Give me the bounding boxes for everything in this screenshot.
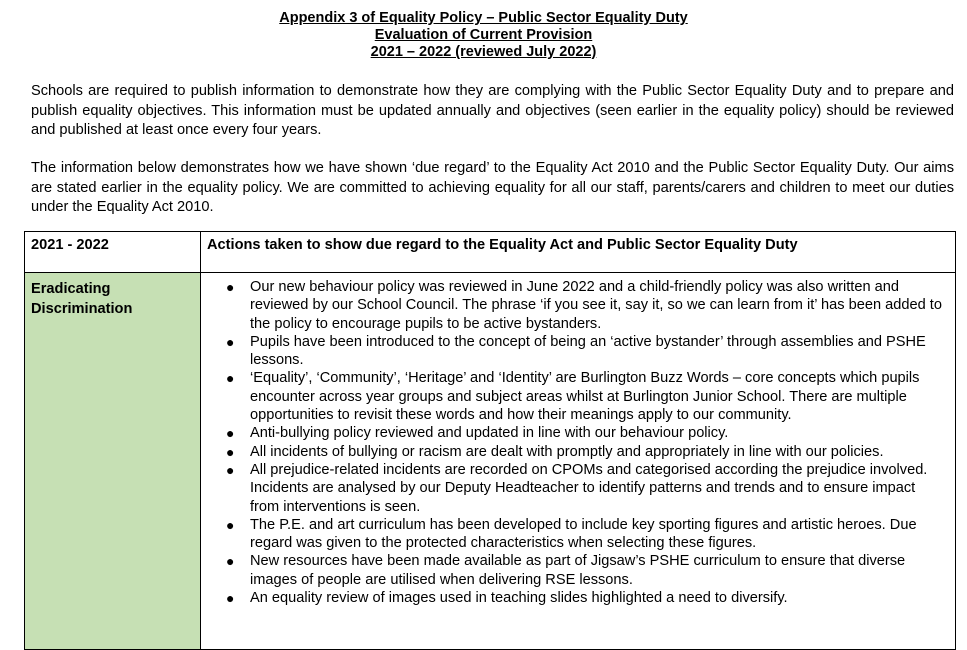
bullet-icon: ●: [226, 333, 235, 350]
bullet-icon: ●: [226, 461, 235, 478]
row-label-line-1: Eradicating: [31, 281, 111, 297]
list-item: [226, 333, 947, 370]
header-actions-cell: [201, 232, 956, 273]
list-item: [226, 516, 947, 553]
header-actions: Actions taken to show due regard to the Equality Act and Public Sector Equality Duty: [207, 237, 798, 253]
table-header-row: [25, 232, 956, 273]
bullet-icon: ●: [226, 443, 235, 460]
bullet-icon: ●: [226, 279, 235, 295]
list-item: [226, 589, 947, 607]
list-item-text: Our new behaviour policy was reviewed in June 2022 and a child-friendly policy was also written and reviewed by our School Council. The phrase ‘if you see it, say it, so we can learn from it’ has been added to the policy to encourage pupils to be active bystanders.: [250, 279, 942, 332]
heading-subtitle: Evaluation of Current Provision: [374, 27, 593, 43]
heading-period: 2021 – 2022 (reviewed July 2022): [370, 44, 597, 60]
list-item-text: The P.E. and art curriculum has been developed to include key sporting figures and artistic heroes. Due regard was given to the protected characteristics when selecting these figures.: [250, 516, 917, 552]
list-item: [226, 424, 947, 442]
list-item: [226, 278, 947, 333]
header-year-cell: [25, 232, 201, 273]
list-item-text: All prejudice-related incidents are recorded on CPOMs and categorised according the prejudice involved. Incidents are analysed by our Deputy Headteacher to identify patterns and trends and to ensure impact from interventions is seen.: [250, 461, 928, 515]
list-item: [226, 443, 947, 461]
bullet-icon: ●: [226, 516, 235, 533]
list-item-text: Anti-bullying policy reviewed and updated in line with our behaviour policy.: [250, 425, 729, 442]
intro-paragraph-1: Schools are required to publish information to demonstrate how they are complying with the Public Sector Equality Duty and to prepare and publish equality objectives. This information must be updated annually and objectives (seen earlier in the equality policy) should be reviewed and published at least once every four years.: [31, 83, 954, 138]
list-item-text: New resources have been made available as part of Jigsaw’s PSHE curriculum to ensure that diverse images of people are utilised when delivering RSE lessons.: [250, 553, 906, 588]
heading-title: Appendix 3 of Equality Policy – Public Sector Equality Duty: [279, 10, 688, 26]
list-item-text: All incidents of bullying or racism are dealt with promptly and appropriately in line with our policies.: [250, 443, 884, 460]
list-item: [226, 369, 947, 424]
document-heading: [0, 10, 967, 61]
bullet-icon: ●: [226, 425, 235, 442]
table-row: [25, 273, 956, 650]
list-item-text: An equality review of images used in teaching slides highlighted a need to diversify.: [250, 590, 788, 607]
list-item: [226, 461, 947, 516]
bullet-icon: ●: [226, 553, 235, 570]
provision-table: [24, 231, 956, 650]
list-item-text: ‘Equality’, ‘Community’, ‘Heritage’ and ‘Identity’ are Burlington Buzz Words – core concepts which pupils encounter across year groups and subject areas whilst at Burlington Junior School. There are multiple opportunities to revisit these words and how their meanings apply to our community.: [250, 370, 920, 424]
bullet-icon: ●: [226, 370, 235, 387]
row-label: [25, 273, 200, 319]
list-item: [226, 552, 947, 589]
header-year: 2021 - 2022: [31, 237, 109, 253]
actions-cell: [201, 273, 956, 650]
actions-list: [201, 273, 955, 607]
row-label-cell: [25, 273, 201, 650]
row-label-line-2: Discrimination: [31, 301, 133, 317]
bullet-icon: ●: [226, 590, 235, 607]
list-item-text: Pupils have been introduced to the concept of being an ‘active bystander’ through assemblies and PSHE lessons.: [250, 333, 926, 369]
intro-paragraph-2: The information below demonstrates how we have shown ‘due regard’ to the Equality Act 2010 and the Public Sector Equality Duty. Our aims are stated earlier in the equality policy. We are committed to achieving equality for all our staff, parents/carers and children to meet our duties under the Equality Act 2010.: [31, 160, 954, 215]
